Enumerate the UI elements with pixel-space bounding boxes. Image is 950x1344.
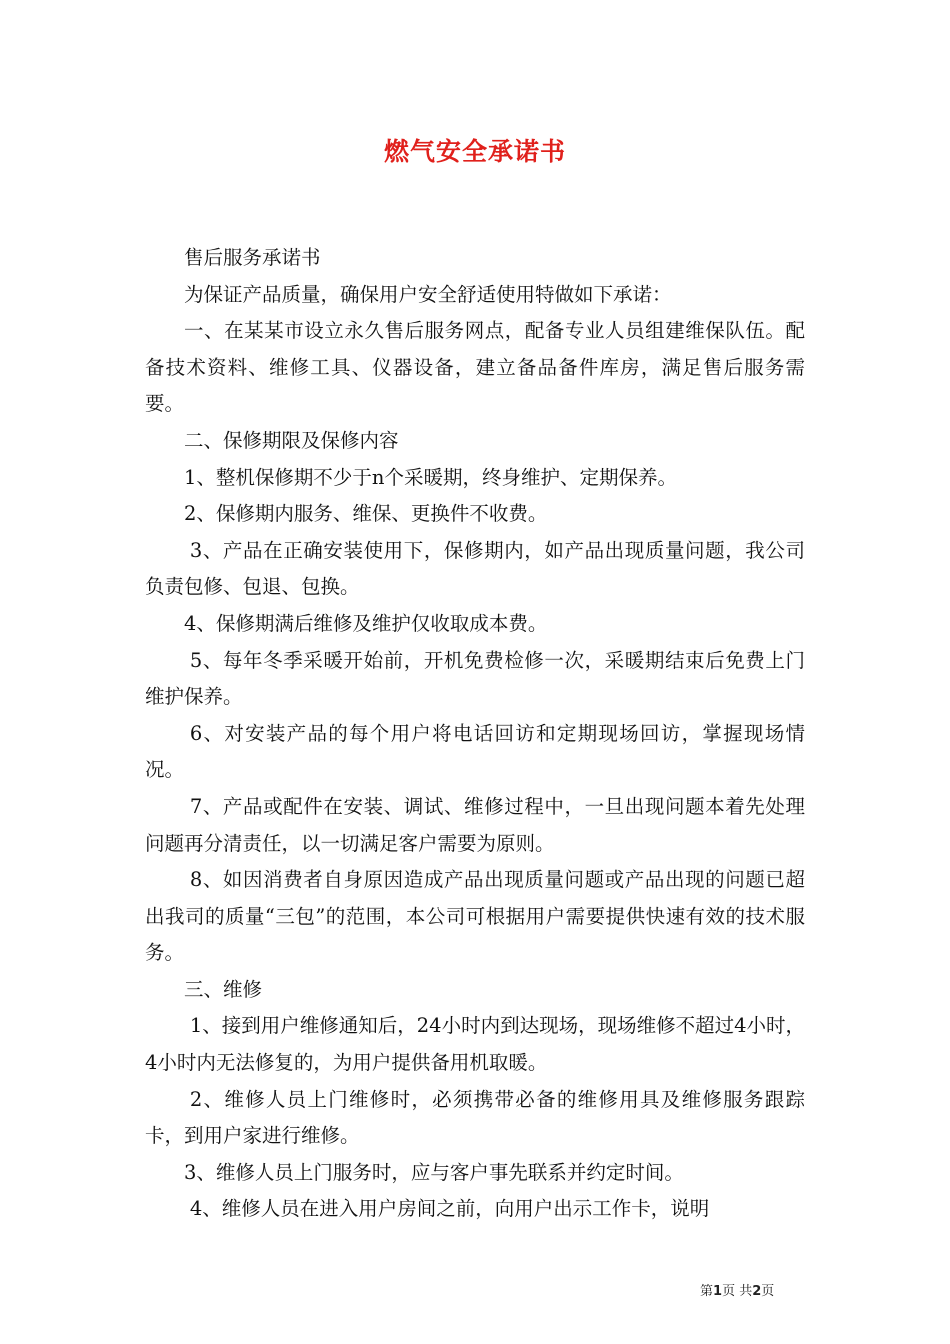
page-current: 1	[713, 1284, 723, 1299]
paragraph-item: 2、维修人员上门维修时，必须携带必备的维修用具及维修服务跟踪卡，到用户家进行维修。	[145, 1087, 805, 1148]
paragraph-item: 1、接到用户维修通知后，24小时内到达现场，现场维修不超过4小时，4小时内无法修复的，为用户提供备用机取暖。	[145, 1014, 805, 1075]
paragraph-section-3-heading: 三、维修	[184, 977, 263, 1001]
page-middle: 页 共	[722, 1284, 753, 1299]
paragraph-item: 6、对安装产品的每个用户将电话回访和定期现场回访，掌握现场情况。	[145, 721, 805, 782]
document-title: 燃气安全承诺书	[383, 137, 566, 166]
paragraph-section-2-heading: 二、保修期限及保修内容	[184, 428, 399, 452]
paragraph-heading: 售后服务承诺书	[184, 246, 321, 269]
paragraph-item: 2、保修期内服务、维保、更换件不收费。	[184, 502, 548, 526]
page-suffix: 页	[761, 1284, 775, 1299]
page-prefix: 第	[700, 1284, 714, 1299]
paragraph-intro: 为保证产品质量，确保用户安全舒适使用特做如下承诺：	[184, 282, 672, 306]
paragraph-section-1: 一、在某某市设立永久售后服务网点，配备专业人员组建维保队伍。配备技术资料、维修工具、仪器设备，建立备品备件库房，满足售后服务需要。	[145, 319, 805, 416]
page-number	[700, 1280, 900, 1299]
paragraph-item: 3、产品在正确安装使用下，保修期内，如产品出现质量问题，我公司负责包修、包退、包换。	[145, 538, 805, 599]
paragraph-item: 1、整机保修期不少于n个采暖期，终身维护、定期保养。	[184, 465, 677, 489]
paragraph-item: 5、每年冬季采暖开始前，开机免费检修一次，采暖期结束后免费上门维护保养。	[145, 648, 805, 709]
paragraph-item: 4、保修期满后维修及维护仅收取成本费。	[184, 611, 548, 635]
paragraph-item: 8、如因消费者自身原因造成产品出现质量问题或产品出现的问题已超出我司的质量“三包”的范围，本公司可根据用户需要提供快速有效的技术服务。	[145, 868, 805, 965]
document-body	[145, 240, 805, 1228]
page-total: 2	[752, 1284, 762, 1299]
paragraph-item: 7、产品或配件在安装、调试、维修过程中，一旦出现问题本着先处理问题再分清责任，以一切满足客户需要为原则。	[145, 794, 805, 855]
paragraph-item: 4、维修人员在进入用户房间之前，向用户出示工作卡，说明	[189, 1197, 710, 1221]
paragraph-item: 3、维修人员上门服务时，应与客户事先联系并约定时间。	[184, 1160, 684, 1184]
